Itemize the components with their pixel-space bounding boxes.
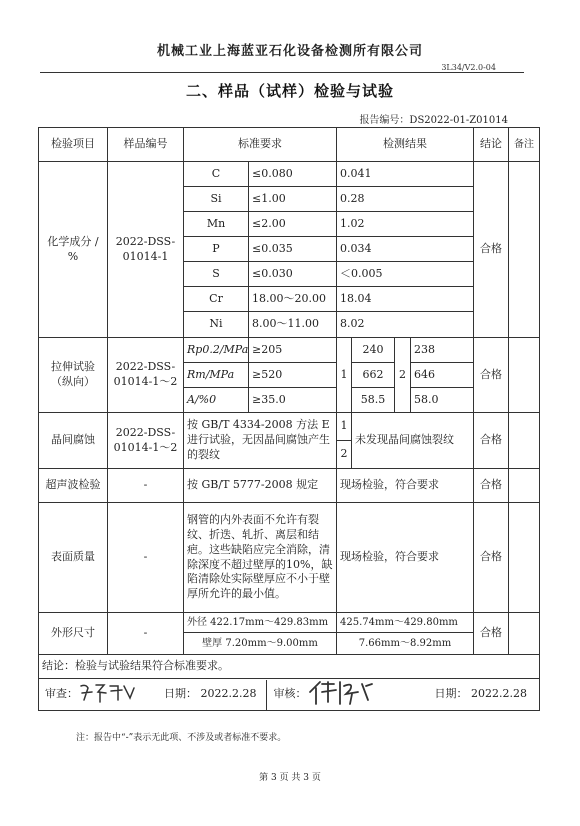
tensile-specimen-1: 1 [337,338,352,413]
tensile-sample: 2022-DSS-01014-1～2 [108,338,184,413]
chem-requirement: ≤0.030 [249,262,337,287]
intergranular-specimen-1: 1 [337,413,352,441]
company-name: 机械工业上海蓝亚石化设备检测所有限公司 [156,44,423,59]
chem-requirement: ≤1.00 [249,187,337,212]
ultrasonic-sample: - [108,469,184,503]
chem-result: 0.034 [337,237,474,262]
chem-item: 化学成分 / % [39,162,108,338]
ultrasonic-conclusion: 合格 [474,469,509,503]
intergranular-remark [509,413,540,469]
chem-remark [509,162,540,338]
intergranular-specimen-2: 2 [337,441,352,469]
tensile-requirement: ≥205 [249,338,337,363]
tensile-result-1: 240 [352,338,395,363]
intergranular-conclusion: 合格 [474,413,509,469]
surface-requirement: 钢管的内外表面不允许有裂纹、折迭、轧折、离层和结疤。这些缺陷应完全消除，清除深度不超过壁厚的10%，缺陷清除处实际壁厚应不小于壁厚所允许的最小值。 [184,503,337,613]
surface-conclusion: 合格 [474,503,509,613]
tensile-result-1: 662 [352,363,395,388]
review-date: 日期： 2022.2.28 [164,687,257,701]
form-code: 3L34/V2.0-04 [441,63,496,72]
chem-element: S [184,262,249,287]
footnote: 注：报告中“-”表示无此项、不涉及或者标准不要求。 [76,733,287,743]
chem-requirement: ≤2.00 [249,212,337,237]
table-row [39,503,540,613]
chem-element: C [184,162,249,187]
chem-element: Si [184,187,249,212]
tensile-property: Rp0.2/MPa [184,338,249,363]
dimensions-item: 外形尺寸 [39,613,108,655]
tensile-property: Rm/MPa [184,363,249,388]
surface-item: 表面质量 [39,503,108,613]
chem-element: Cr [184,287,249,312]
chem-result: 18.04 [337,287,474,312]
wt-result: 7.66mm～8.92mm [337,633,474,655]
signature-cell [39,679,540,711]
chem-result: 8.02 [337,312,474,338]
table-row [39,413,540,441]
chem-requirement: ≤0.080 [249,162,337,187]
chem-element: Mn [184,212,249,237]
approver-signature [306,678,376,711]
tensile-specimen-2: 2 [395,338,411,413]
reviewer-label: 审查： [45,687,78,701]
ultrasonic-result: 现场检验，符合要求 [337,469,474,503]
header-divider [40,72,524,73]
page-title: 二、样品（试样）检验与试验 [185,82,394,100]
surface-sample: - [108,503,184,613]
tensile-item: 拉伸试验（纵向） [39,338,108,413]
ultrasonic-remark [509,469,540,503]
signature-row [39,679,540,711]
dimensions-conclusion: 合格 [474,613,509,655]
tensile-result-2: 238 [411,338,474,363]
tensile-result-2: 646 [411,363,474,388]
tensile-property: A/%0 [184,388,249,413]
od-requirement: 外径 422.17mm～429.83mm [184,613,337,633]
col-header-sample: 样品编号 [108,128,184,162]
col-header-conclusion: 结论 [474,128,509,162]
chem-requirement: 8.00～11.00 [249,312,337,338]
intergranular-result: 未发现晶间腐蚀裂纹 [352,413,474,469]
chem-result: 0.041 [337,162,474,187]
approver-label: 审核： [273,687,307,701]
surface-remark [509,503,540,613]
approve-date: 日期： 2022.2.28 [434,687,527,701]
table-row [39,469,540,503]
surface-result: 现场检验，符合要求 [337,503,474,613]
col-header-remark: 备注 [509,128,540,162]
tensile-conclusion: 合格 [474,338,509,413]
overall-conclusion: 结论：检验与试验结果符合标准要求。 [39,655,540,679]
report-number: 报告编号：DS2022-01-Z01014 [359,115,508,126]
chem-element: P [184,237,249,262]
ultrasonic-item: 超声波检验 [39,469,108,503]
intergranular-requirement: 按 GB/T 4334-2008 方法 E 进行试验，无因晶间腐蚀产生的裂纹 [184,413,337,469]
dimensions-sample: - [108,613,184,655]
chem-result: ＜0.005 [337,262,474,287]
tensile-requirement: ≥35.0 [249,388,337,413]
wt-requirement: 壁厚 7.20mm～9.00mm [184,633,337,655]
signature-divider [266,680,267,710]
table-row [39,655,540,679]
table-row [39,613,540,633]
tensile-remark [509,338,540,413]
table-row [39,162,540,187]
chem-result: 0.28 [337,187,474,212]
chem-element: Ni [184,312,249,338]
chem-result: 1.02 [337,212,474,237]
tensile-result-2: 58.0 [411,388,474,413]
reviewer-signature [78,680,138,709]
inspection-table [38,127,540,711]
table-row [39,338,540,363]
intergranular-item: 晶间腐蚀 [39,413,108,469]
chem-sample: 2022-DSS-01014-1 [108,162,184,338]
intergranular-sample: 2022-DSS-01014-1～2 [108,413,184,469]
chem-requirement: ≤0.035 [249,237,337,262]
table-header-row [39,128,540,162]
col-header-item: 检验项目 [39,128,108,162]
col-header-standard: 标准要求 [184,128,337,162]
ultrasonic-requirement: 按 GB/T 5777-2008 规定 [184,469,337,503]
od-result: 425.74mm～429.80mm [337,613,474,633]
chem-requirement: 18.00～20.00 [249,287,337,312]
tensile-result-1: 58.5 [352,388,395,413]
page-number: 第 3 页 共 3 页 [259,773,321,783]
tensile-requirement: ≥520 [249,363,337,388]
chem-conclusion: 合格 [474,162,509,338]
col-header-result: 检测结果 [337,128,474,162]
dimensions-remark [509,613,540,655]
